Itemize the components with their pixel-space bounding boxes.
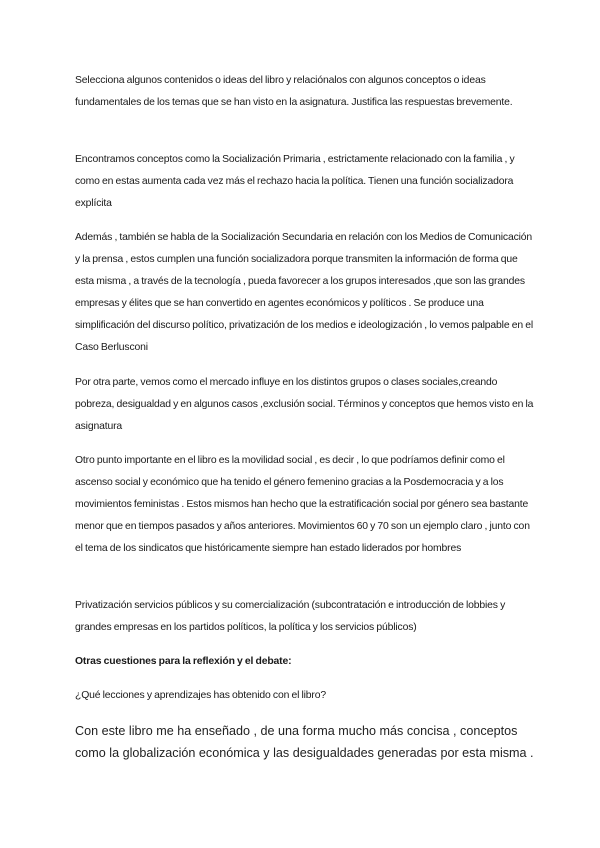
section-heading: Otras cuestiones para la reflexión y el debate: [75,656,292,667]
question-text: ¿Qué lecciones y aprendizajes has obtenido con el libro? [75,690,326,701]
paragraph-privatizacion: Privatización servicios públicos y su comercialización (subcontratación e introducción de lobbies y grandes empresas en los partidos políticos, la política y los servicios públicos) [75,600,506,633]
paragraph-socializacion-secundaria: Además , también se habla de la Socialización Secundaria en relación con los Medios de Comunicación y la prensa , estos cumplen una función socializadora porque transmiten la información de forma que esta misma , a través de la tecnología , pueda favorecer a los grupos interesados ,que son las grandes empresas y élites que se han convertido en agentes económicos y políticos . Se produce una simplificación del discurso político, privatización de los medios e ideologización , lo vemos palpable en el Caso Berlusconi [75,232,533,353]
paragraph-movilidad-social: Otro punto importante en el libro es la movilidad social , es decir , lo que podríamos definir como el ascenso social y económico que ha tenido el género femenino gracias a la Posdemocracia y a los movimientos feministas . Estos mismos han hecho que la estratificación social por género sea bastante menor que en tiempos pasados y años anteriores. Movimientos 60 y 70 son un ejemplo claro , junto con el tema de los sindicatos que históricamente siempre han estado liderados por hombres [75,455,530,554]
answer-text: Con este libro me ha enseñado , de una forma mucho más concisa , conceptos como la globalización económica y las desigualdades generadas por esta misma . [75,724,534,760]
paragraph-instructions: Selecciona algunos contenidos o ideas del libro y relaciónalos con algunos conceptos o ideas fundamentales de los temas que se han visto en la asignatura. Justifica las respuestas brevemente. [75,75,513,108]
paragraph-socializacion-primaria: Encontramos conceptos como la Socialización Primaria , estrictamente relacionado con la familia , y como en estas aumenta cada vez más el rechazo hacia la política. Tienen una función socializadora explícita [75,154,515,209]
paragraph-mercado: Por otra parte, vemos como el mercado influye en los distintos grupos o clases sociales,creando pobreza, desigualdad y en algunos casos ,exclusión social. Términos y conceptos que hemos visto en la asignatura [75,377,534,432]
